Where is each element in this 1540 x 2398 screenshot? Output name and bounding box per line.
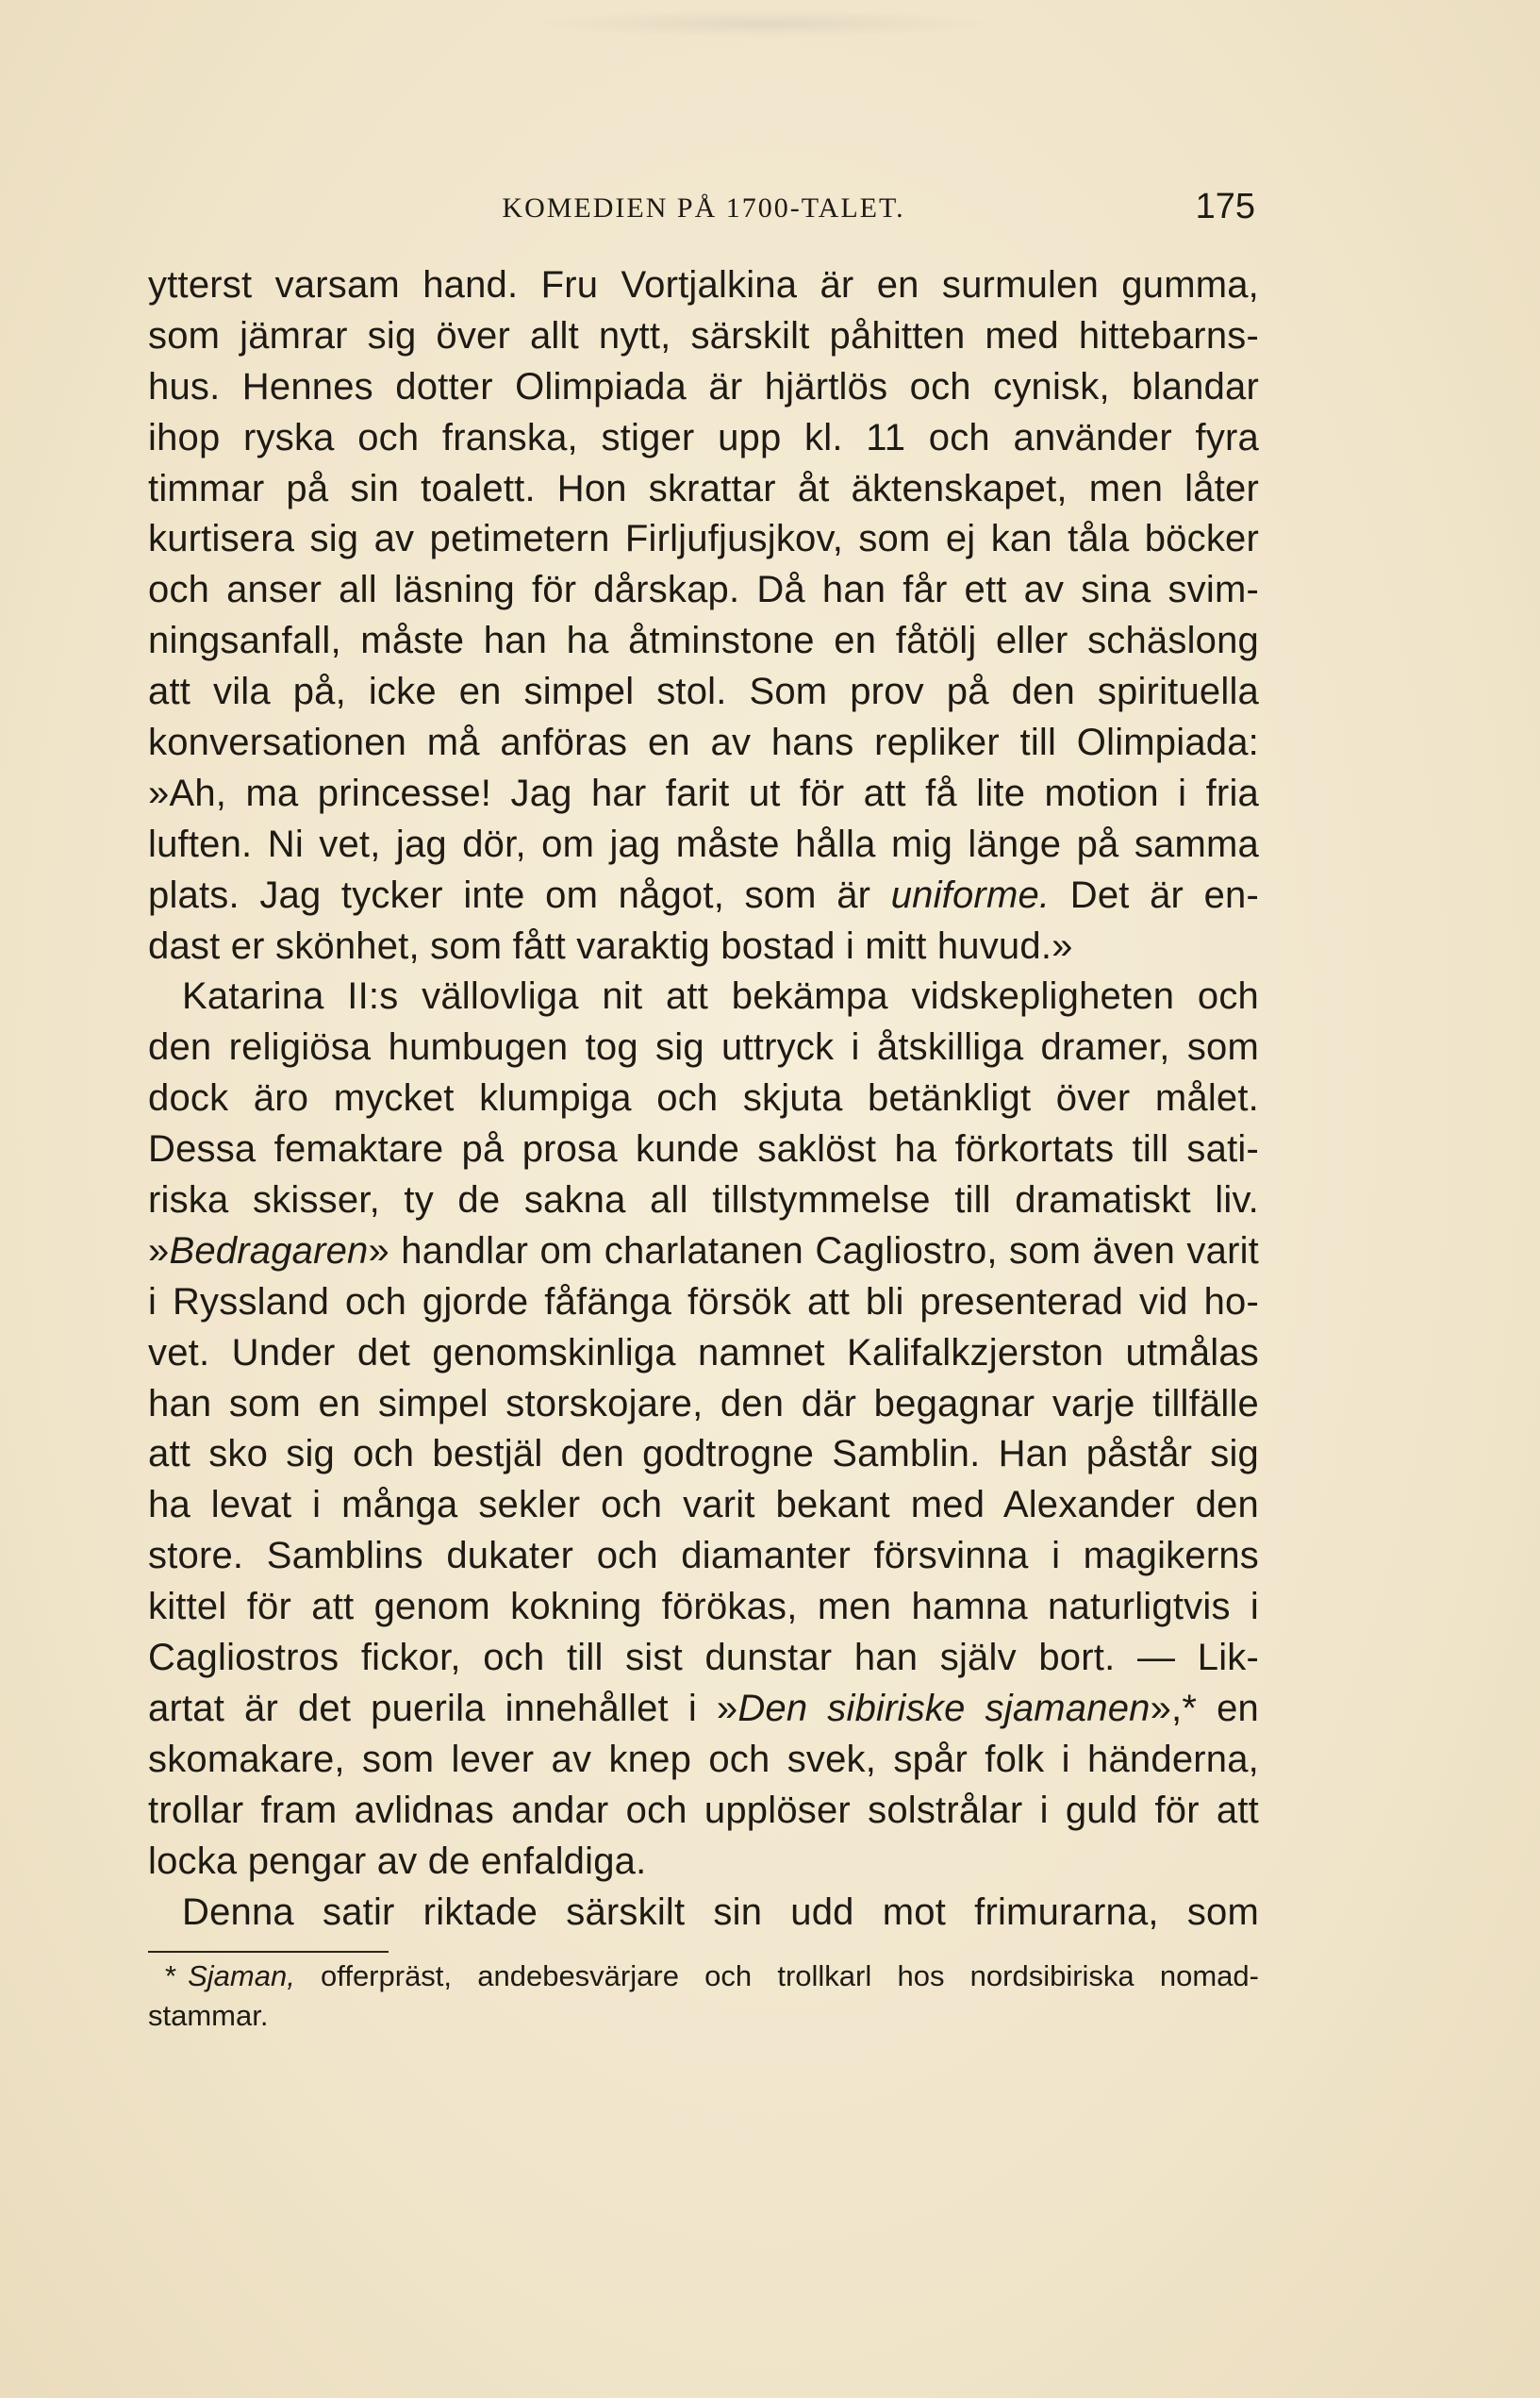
text-segment: »,* en — [1150, 1687, 1259, 1729]
text-line: i Ryssland och gjorde fåfänga försök att bli presenterad vid ho- — [148, 1280, 1259, 1323]
footnote-line: stammar. — [148, 1999, 269, 2032]
running-header — [148, 187, 1259, 238]
text-line: att vila på, icke en simpel stol. Som prov på den spirituella — [148, 671, 1259, 713]
text-line — [148, 1226, 1259, 1277]
text-line: dast er skönhet, som fått varaktig bostad i mitt huvud.» — [148, 924, 1073, 967]
text-line: ha levat i många sekler och varit bekant med Alexander den — [148, 1484, 1259, 1526]
body-text — [148, 260, 1259, 1938]
text-line: ningsanfall, måste han ha åtminstone en fåtölj eller schäslong — [148, 620, 1259, 662]
footnote-marker: * — [165, 1959, 177, 1992]
italic-title: Bedragaren — [169, 1229, 369, 1272]
text-line: ytterst varsam hand. Fru Vortjalkina är en surmulen gumma, — [148, 264, 1259, 306]
text-line: Denna satir riktade särskilt sin udd mot frimurarna, som — [182, 1890, 1259, 1933]
italic-term: uniforme. — [890, 874, 1051, 916]
footnote-rule — [148, 1951, 389, 1953]
text-line: den religiösa humbugen tog sig uttryck i åtskilliga dramer, som — [148, 1026, 1259, 1069]
text-segment: Det är en- — [1050, 874, 1259, 916]
text-line: skomakare, som lever av knep och svek, spår folk i händerna, — [148, 1738, 1259, 1780]
text-line: luften. Ni vet, jag dör, om jag måste hålla mig länge på samma — [148, 823, 1259, 865]
text-line: trollar fram avlidnas andar och upplöser solstrålar i guld för att — [148, 1789, 1259, 1831]
text-line: timmar på sin toalett. Hon skrattar åt äktenskapet, men låter — [148, 467, 1259, 509]
footnote-line — [148, 1957, 1259, 1996]
text-line: och anser all läsning för dårskap. Då han får ett av sina svim- — [148, 569, 1259, 611]
text-line: »Ah, ma princesse! Jag har farit ut för att få lite motion i fria — [148, 772, 1259, 814]
text-line: dock äro mycket klumpiga och skjuta betänkligt över målet. — [148, 1077, 1259, 1120]
footnote-term: Sjaman, — [188, 1959, 295, 1992]
text-line: hus. Hennes dotter Olimpiada är hjärtlös och cynisk, blandar — [148, 365, 1259, 408]
italic-title: Den sibiriske sjamanen — [737, 1687, 1151, 1729]
text-line: Cagliostros fickor, och till sist dunstar han själv bort. — Lik- — [148, 1637, 1259, 1679]
text-line: ihop ryska och franska, stiger upp kl. 11 och använder fyra — [148, 416, 1259, 458]
footnote — [148, 1957, 1259, 2036]
text-segment: artat är det puerila innehållet i » — [148, 1687, 738, 1729]
text-line: store. Samblins dukater och diamanter försvinna i magikerns — [148, 1535, 1259, 1577]
text-line: han som en simpel storskojare, den där begagnar varje tillfälle — [148, 1382, 1259, 1424]
text-line: riska skisser, ty de sakna all tillstymmelse till dramatiskt liv. — [148, 1179, 1259, 1222]
text-line: konversationen må anföras en av hans repliker till Olimpiada: — [148, 722, 1259, 764]
text-segment: plats. Jag tycker inte om något, som är — [148, 874, 891, 916]
text-line: locka pengar av de enfaldiga. — [148, 1840, 647, 1882]
text-line: som jämrar sig över allt nytt, särskilt påhitten med hittebarns- — [148, 314, 1259, 357]
text-line: vet. Under det genomskinliga namnet Kalifalkzjerston utmålas — [148, 1331, 1259, 1374]
text-segment: » — [148, 1229, 170, 1272]
text-line: Dessa femaktare på prosa kunde saklöst ha förkortats till sati- — [148, 1128, 1259, 1171]
text-line — [148, 871, 1259, 922]
text-line: kittel för att genom kokning förökas, men hamna naturligtvis i — [148, 1586, 1259, 1628]
text-line: Katarina II:s vällovliga nit att bekämpa vidskepligheten och — [182, 975, 1259, 1018]
footnote-text: offerpräst, andebesvärjare och trollkarl hos nordsibiriska nomad- — [321, 1959, 1259, 1992]
page-number: 175 — [1195, 187, 1255, 226]
text-segment: » handlar om charlatanen Cagliostro, som även varit — [368, 1229, 1259, 1272]
text-line: kurtisera sig av petimetern Firljufjusjkov, som ej kan tåla böcker — [148, 518, 1259, 560]
text-line: att sko sig och bestjäl den godtrogne Samblin. Han påstår sig — [148, 1433, 1259, 1475]
header-title: KOMEDIEN PÅ 1700-TALET. — [502, 192, 905, 224]
text-line — [148, 1684, 1259, 1735]
